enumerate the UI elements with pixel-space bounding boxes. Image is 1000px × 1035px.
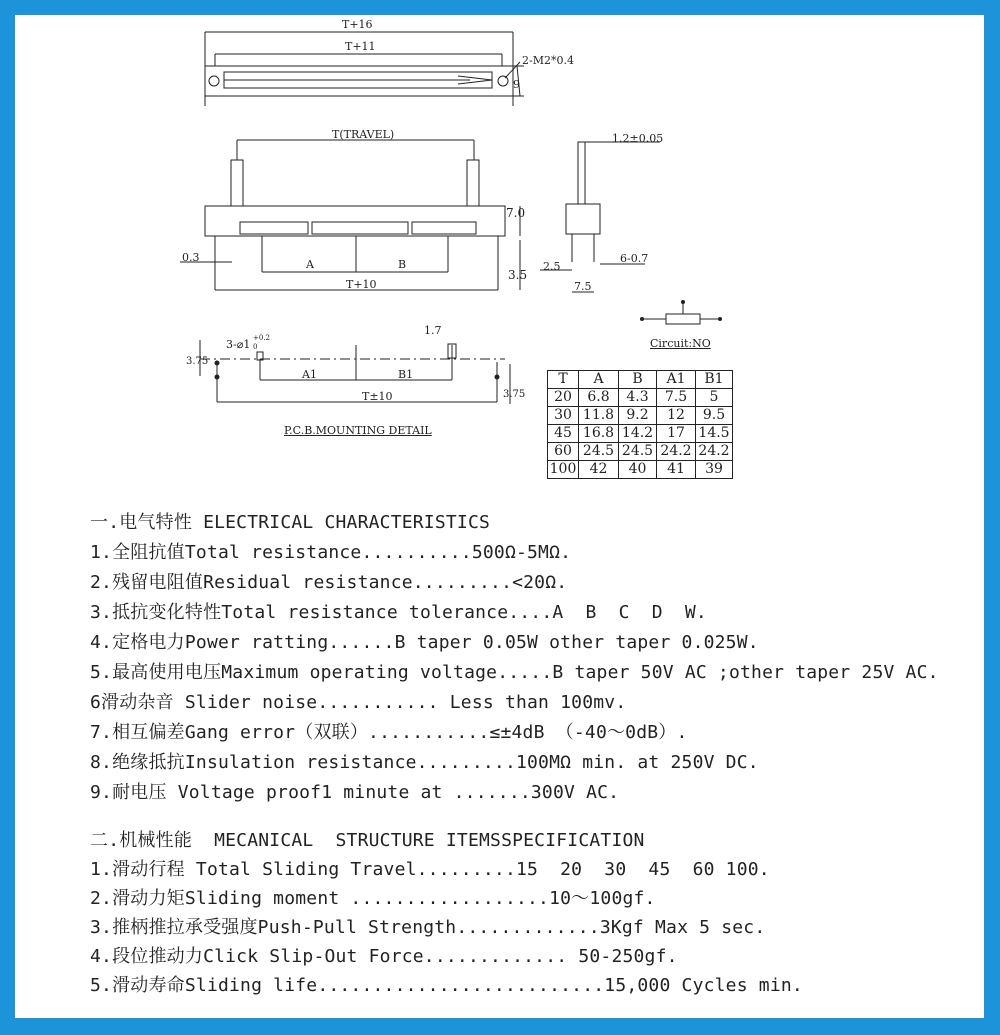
table-cell: 24.5 [619, 443, 657, 461]
list-item: 4.段位推动力Click Slip-Out Force............. 50-250gf. [90, 946, 678, 967]
screw-hole-right [498, 76, 508, 86]
dim-side-607: 6-0.7 [620, 252, 649, 265]
table-cell: 45 [548, 425, 579, 443]
pcb-375-left: 3.75 [186, 356, 209, 367]
table-cell: 24.2 [657, 443, 696, 461]
list-item: 2.残留电阻值Residual resistance.........<20Ω. [90, 572, 568, 593]
table-cell: 30 [548, 407, 579, 425]
slider-knob-left [231, 160, 243, 206]
screw-hole-left [209, 76, 219, 86]
list-item: 6滑动杂音 Slider noise........... Less than 100mv. [90, 692, 627, 713]
slider-knob-right [467, 160, 479, 206]
dim-side-top: 1.2±0.05 [612, 132, 664, 145]
pcb-mounting-title: P.C.B.MOUNTING DETAIL [284, 424, 432, 437]
table-row [548, 389, 733, 407]
screw-note: 2-M2*0.4 [522, 54, 574, 67]
dim-35: 3.5 [508, 268, 528, 282]
section-heading-mechanical: 二.机械性能 MECANICAL STRUCTURE ITEMSSPECIFICATION [90, 830, 645, 851]
side-view-body [566, 204, 600, 234]
front-view-body [205, 206, 505, 236]
list-item: 5.滑动寿命Sliding life..........................15,000 Cycles min. [90, 975, 803, 996]
section-heading-electrical: 一.电气特性 ELECTRICAL CHARACTERISTICS [90, 512, 491, 533]
table-cell: 4.3 [619, 389, 657, 407]
list-item: 3.抵抗变化特性Total resistance tolerance....A B C D W. [90, 602, 707, 623]
list-item: 3.推柄推拉承受强度Push-Pull Strength.............3Kgf Max 5 sec. [90, 917, 766, 938]
pcb-hole-tol-top: +0.2 [253, 334, 270, 342]
table-cell: 14.5 [696, 425, 733, 443]
pcb-t10: T±10 [362, 390, 393, 403]
pcb-a1: A1 [302, 368, 317, 381]
dimension-table [547, 370, 733, 479]
table-cell: 5 [696, 389, 733, 407]
list-item: 8.绝缘抵抗Insulation resistance.........100MΩ min. at 250V DC. [90, 752, 759, 773]
dim-side-75: 7.5 [574, 280, 592, 293]
list-item: 2.滑动力矩Sliding moment ..................10～100gf. [90, 888, 656, 909]
list-item: 5.最高使用电压Maximum operating voltage.....B taper 50V AC ;other taper 25V AC. [90, 662, 939, 683]
list-item: 9.耐电压 Voltage proof1 minute at .......300V AC. [90, 782, 620, 803]
table-cell: 9.2 [619, 407, 657, 425]
table-cell: 6.8 [579, 389, 619, 407]
dim-side-25: 2.5 [543, 260, 561, 273]
table-row [548, 443, 733, 461]
table-cell: 20 [548, 389, 579, 407]
dim-03: 0.3 [182, 251, 200, 264]
table-cell: 24.5 [579, 443, 619, 461]
dim-top-outer: T+16 [342, 18, 373, 31]
dim-top-inner: T+11 [345, 40, 376, 53]
table-row [548, 461, 733, 479]
dim-travel: T(TRAVEL) [332, 128, 395, 141]
table-header: T [548, 371, 579, 389]
table-cell: 41 [657, 461, 696, 479]
table-cell: 12 [657, 407, 696, 425]
dim-height-top: 9 [513, 78, 520, 91]
dim-b: B [398, 258, 407, 271]
dim-t10: T+10 [346, 278, 377, 291]
electrical-characteristics [90, 508, 985, 808]
table-cell: 42 [579, 461, 619, 479]
pcb-hole-tol-bot: 0 [253, 343, 258, 351]
circuit-label: Circuit:NO [650, 337, 711, 350]
table-row [548, 425, 733, 443]
table-header: A [579, 371, 619, 389]
pcb-hole: 3-⌀1 [226, 338, 251, 351]
dim-a: A [306, 258, 314, 271]
table-cell: 16.8 [579, 425, 619, 443]
table-cell: 39 [696, 461, 733, 479]
mechanical-drawing [0, 0, 1000, 500]
table-cell: 7.5 [657, 389, 696, 407]
pcb-b1: B1 [398, 368, 414, 381]
list-item: 4.定格电力Power ratting......B taper 0.05W other taper 0.025W. [90, 632, 759, 653]
table-header: A1 [657, 371, 696, 389]
list-item: 1.滑动行程 Total Sliding Travel.........15 20 30 45 60 100. [90, 859, 770, 880]
table-cell: 17 [657, 425, 696, 443]
table-cell: 100 [548, 461, 579, 479]
table-row [548, 407, 733, 425]
table-cell: 24.2 [696, 443, 733, 461]
table-cell: 11.8 [579, 407, 619, 425]
dim-7: 7.0 [506, 206, 526, 220]
list-item: 1.全阻抗值Total resistance..........500Ω-5MΩ. [90, 542, 572, 563]
resistor-symbol [666, 314, 700, 324]
mechanical-characteristics [90, 826, 985, 1000]
table-header-row [548, 371, 733, 389]
table-cell: 60 [548, 443, 579, 461]
pcb-17: 1.7 [424, 324, 442, 337]
table-header: B [619, 371, 657, 389]
top-view-body [205, 66, 513, 96]
table-cell: 14.2 [619, 425, 657, 443]
table-cell: 9.5 [696, 407, 733, 425]
pcb-375-right: 3.75 [503, 389, 526, 400]
side-view-shaft [578, 142, 585, 204]
list-item: 7.相互偏差Gang error（双联）...........≤±4dB （-40～0dB）. [90, 722, 688, 743]
table-cell: 40 [619, 461, 657, 479]
table-header: B1 [696, 371, 733, 389]
